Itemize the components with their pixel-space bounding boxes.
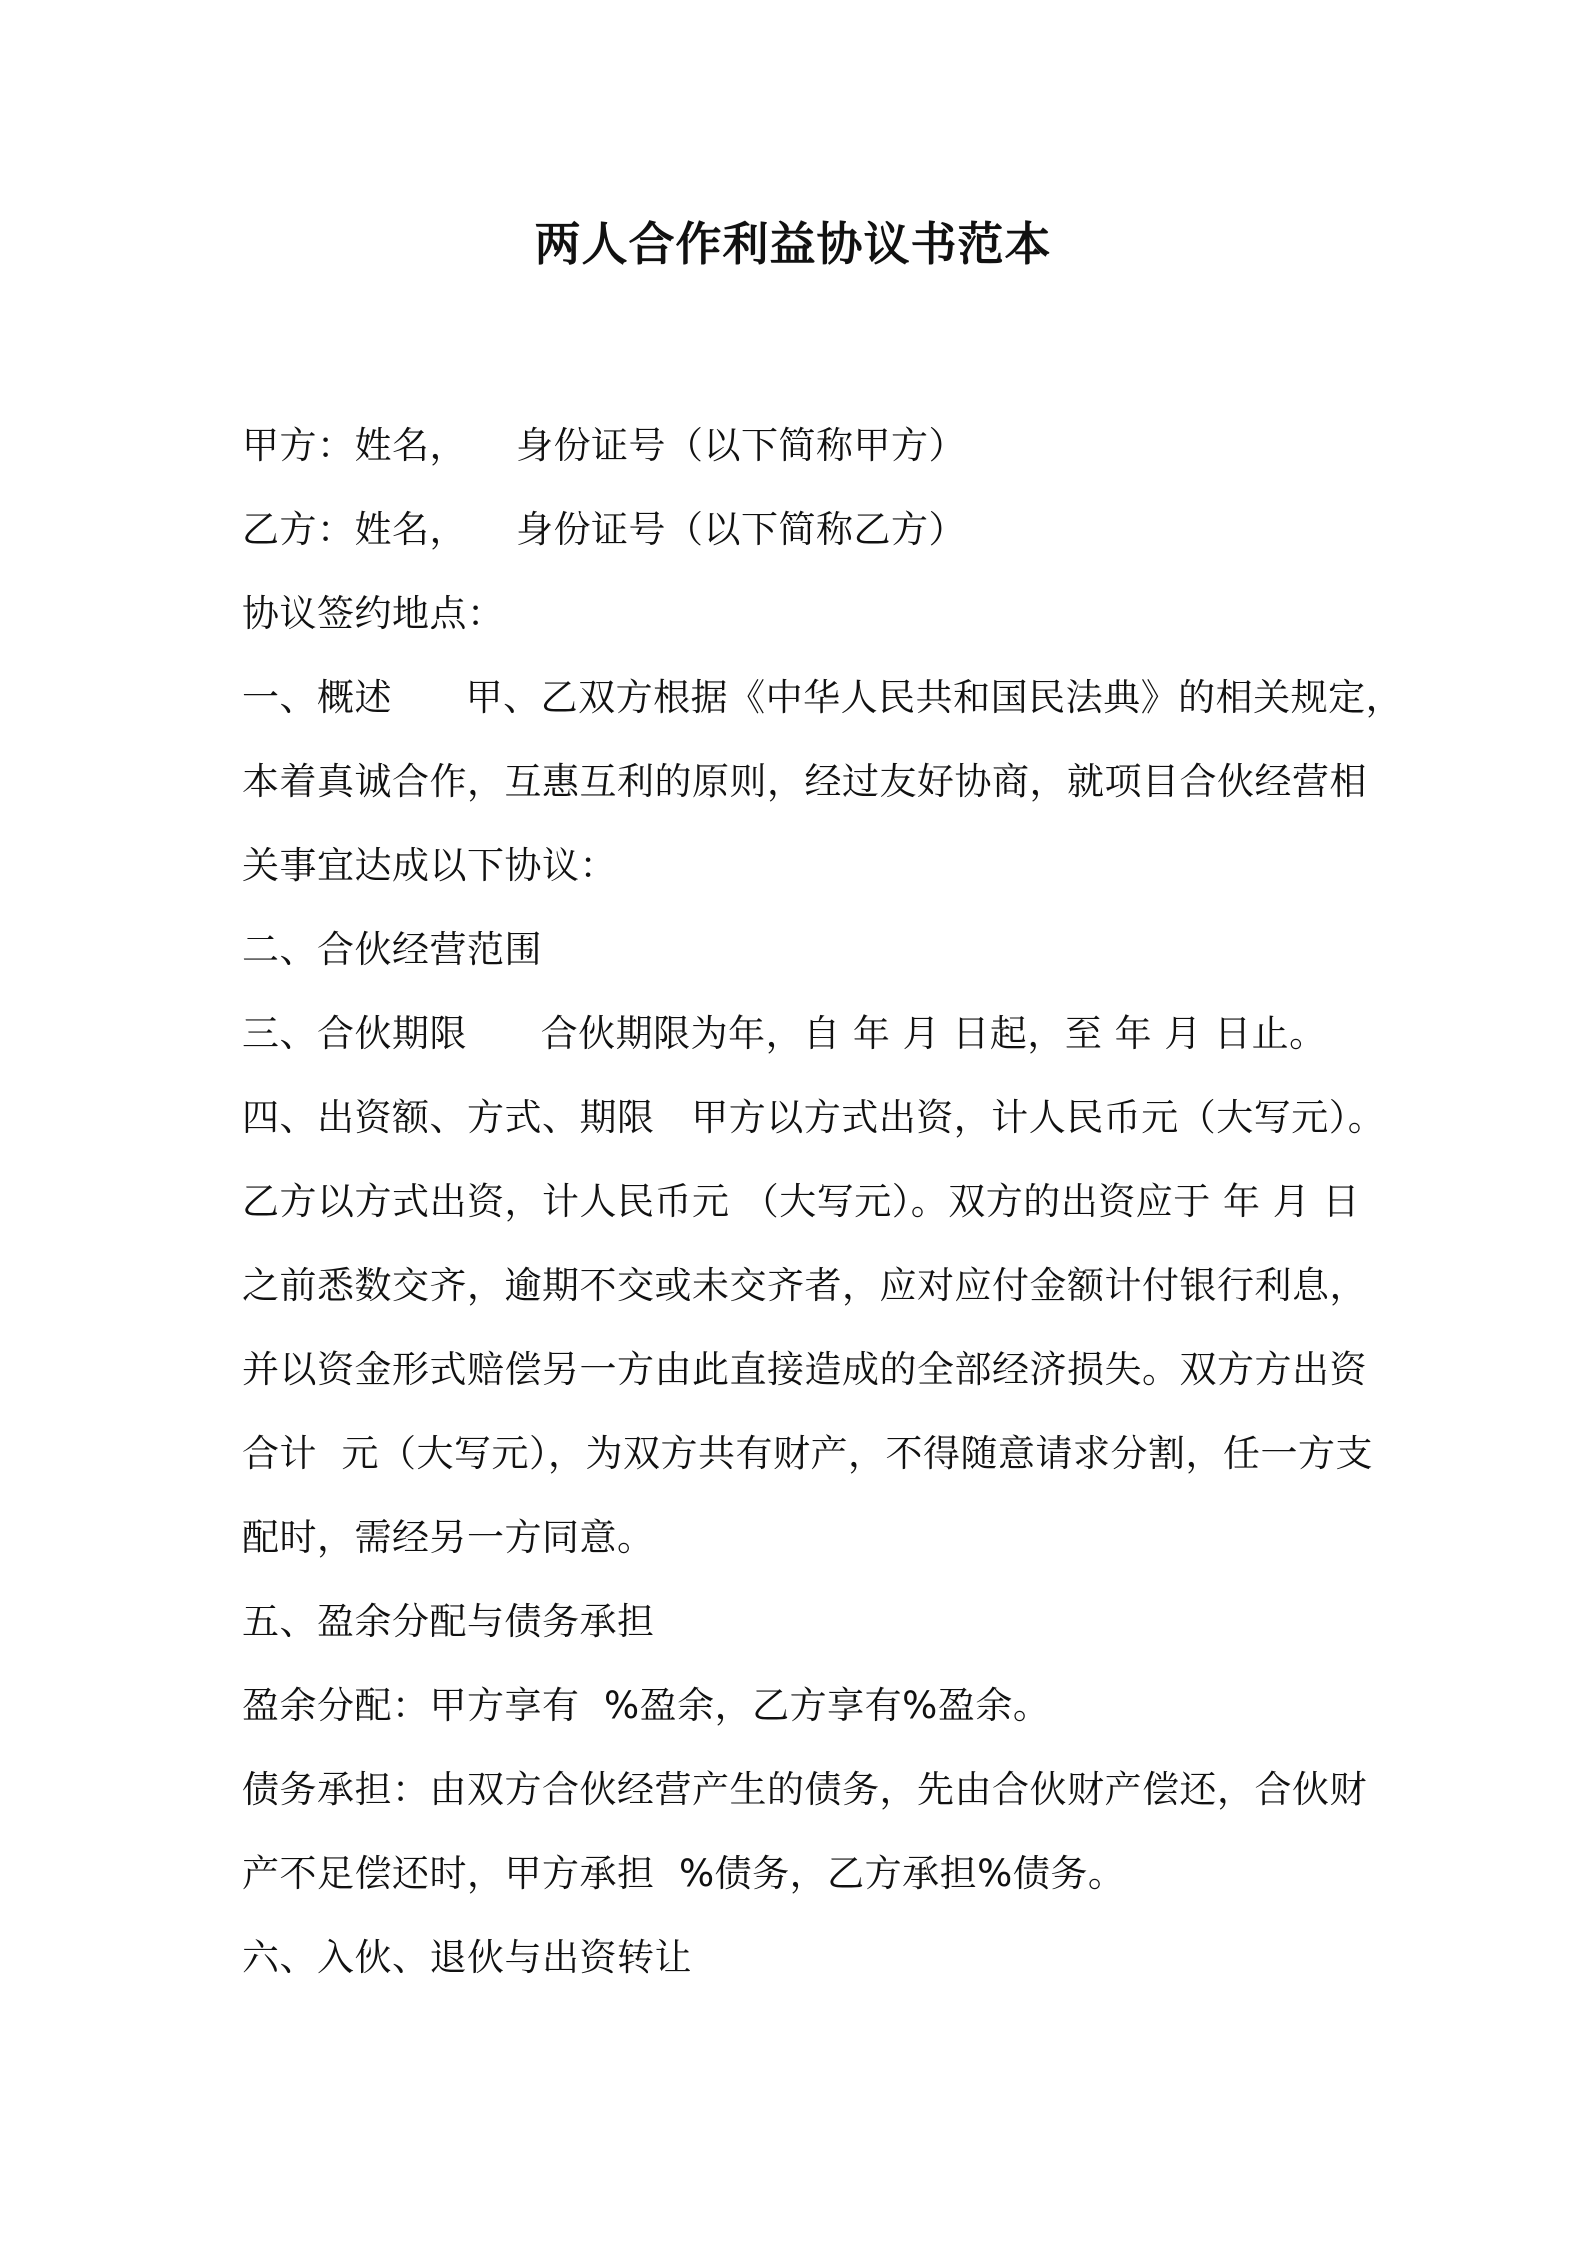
document-body [242, 404, 1404, 2000]
section-scope-heading: 二、合伙经营范围 [242, 928, 542, 971]
section-capital-line-5: 合计 元（大写元），为双方共有财产，不得随意请求分割，任一方支 [242, 1432, 1374, 1475]
section-capital-line-6: 配时，需经另一方同意。 [242, 1516, 655, 1559]
section-profit-heading: 五、盈余分配与债务承担 [242, 1600, 655, 1643]
section-capital-line-3: 之前悉数交齐，逾期不交或未交齐者，应对应付金额计付银行利息， [242, 1264, 1367, 1307]
section-term-line: 三、合伙期限 合伙期限为年，自 年 月 日起，至 年 月 日止。 [242, 1012, 1327, 1055]
signing-location-line: 协议签约地点： [242, 592, 505, 635]
party-b-line: 乙方：姓名， 身份证号（以下简称乙方） [242, 508, 967, 551]
overview-line-1: 一、概述 甲、乙双方根据《中华人民共和国民法典》的相关规定， [242, 676, 1404, 719]
debt-line-1: 债务承担：由双方合伙经营产生的债务，先由合伙财产偿还，合伙财 [242, 1768, 1367, 1811]
section-capital-line-2: 乙方以方式出资，计人民币元 （大写元）。双方的出资应于 年 月 日 [242, 1180, 1361, 1223]
overview-line-3: 关事宜达成以下协议： [242, 844, 617, 887]
profit-distribution-line: 盈余分配：甲方享有 %盈余，乙方享有%盈余。 [242, 1684, 1051, 1727]
section-capital-line-4: 并以资金形式赔偿另一方由此直接造成的全部经济损失。双方方出资 [242, 1348, 1367, 1391]
section-partnership-heading: 六、入伙、退伙与出资转让 [242, 1936, 692, 1979]
debt-line-2: 产不足偿还时，甲方承担 %债务，乙方承担%债务。 [242, 1852, 1126, 1895]
party-a-line: 甲方：姓名， 身份证号（以下简称甲方） [242, 424, 967, 467]
document-title: 两人合作利益协议书范本 [534, 217, 1052, 271]
overview-line-2: 本着真诚合作，互惠互利的原则，经过友好协商，就项目合伙经营相 [242, 760, 1367, 803]
section-capital-line-1: 四、出资额、方式、期限 甲方以方式出资，计人民币元（大写元）。 [242, 1096, 1386, 1139]
